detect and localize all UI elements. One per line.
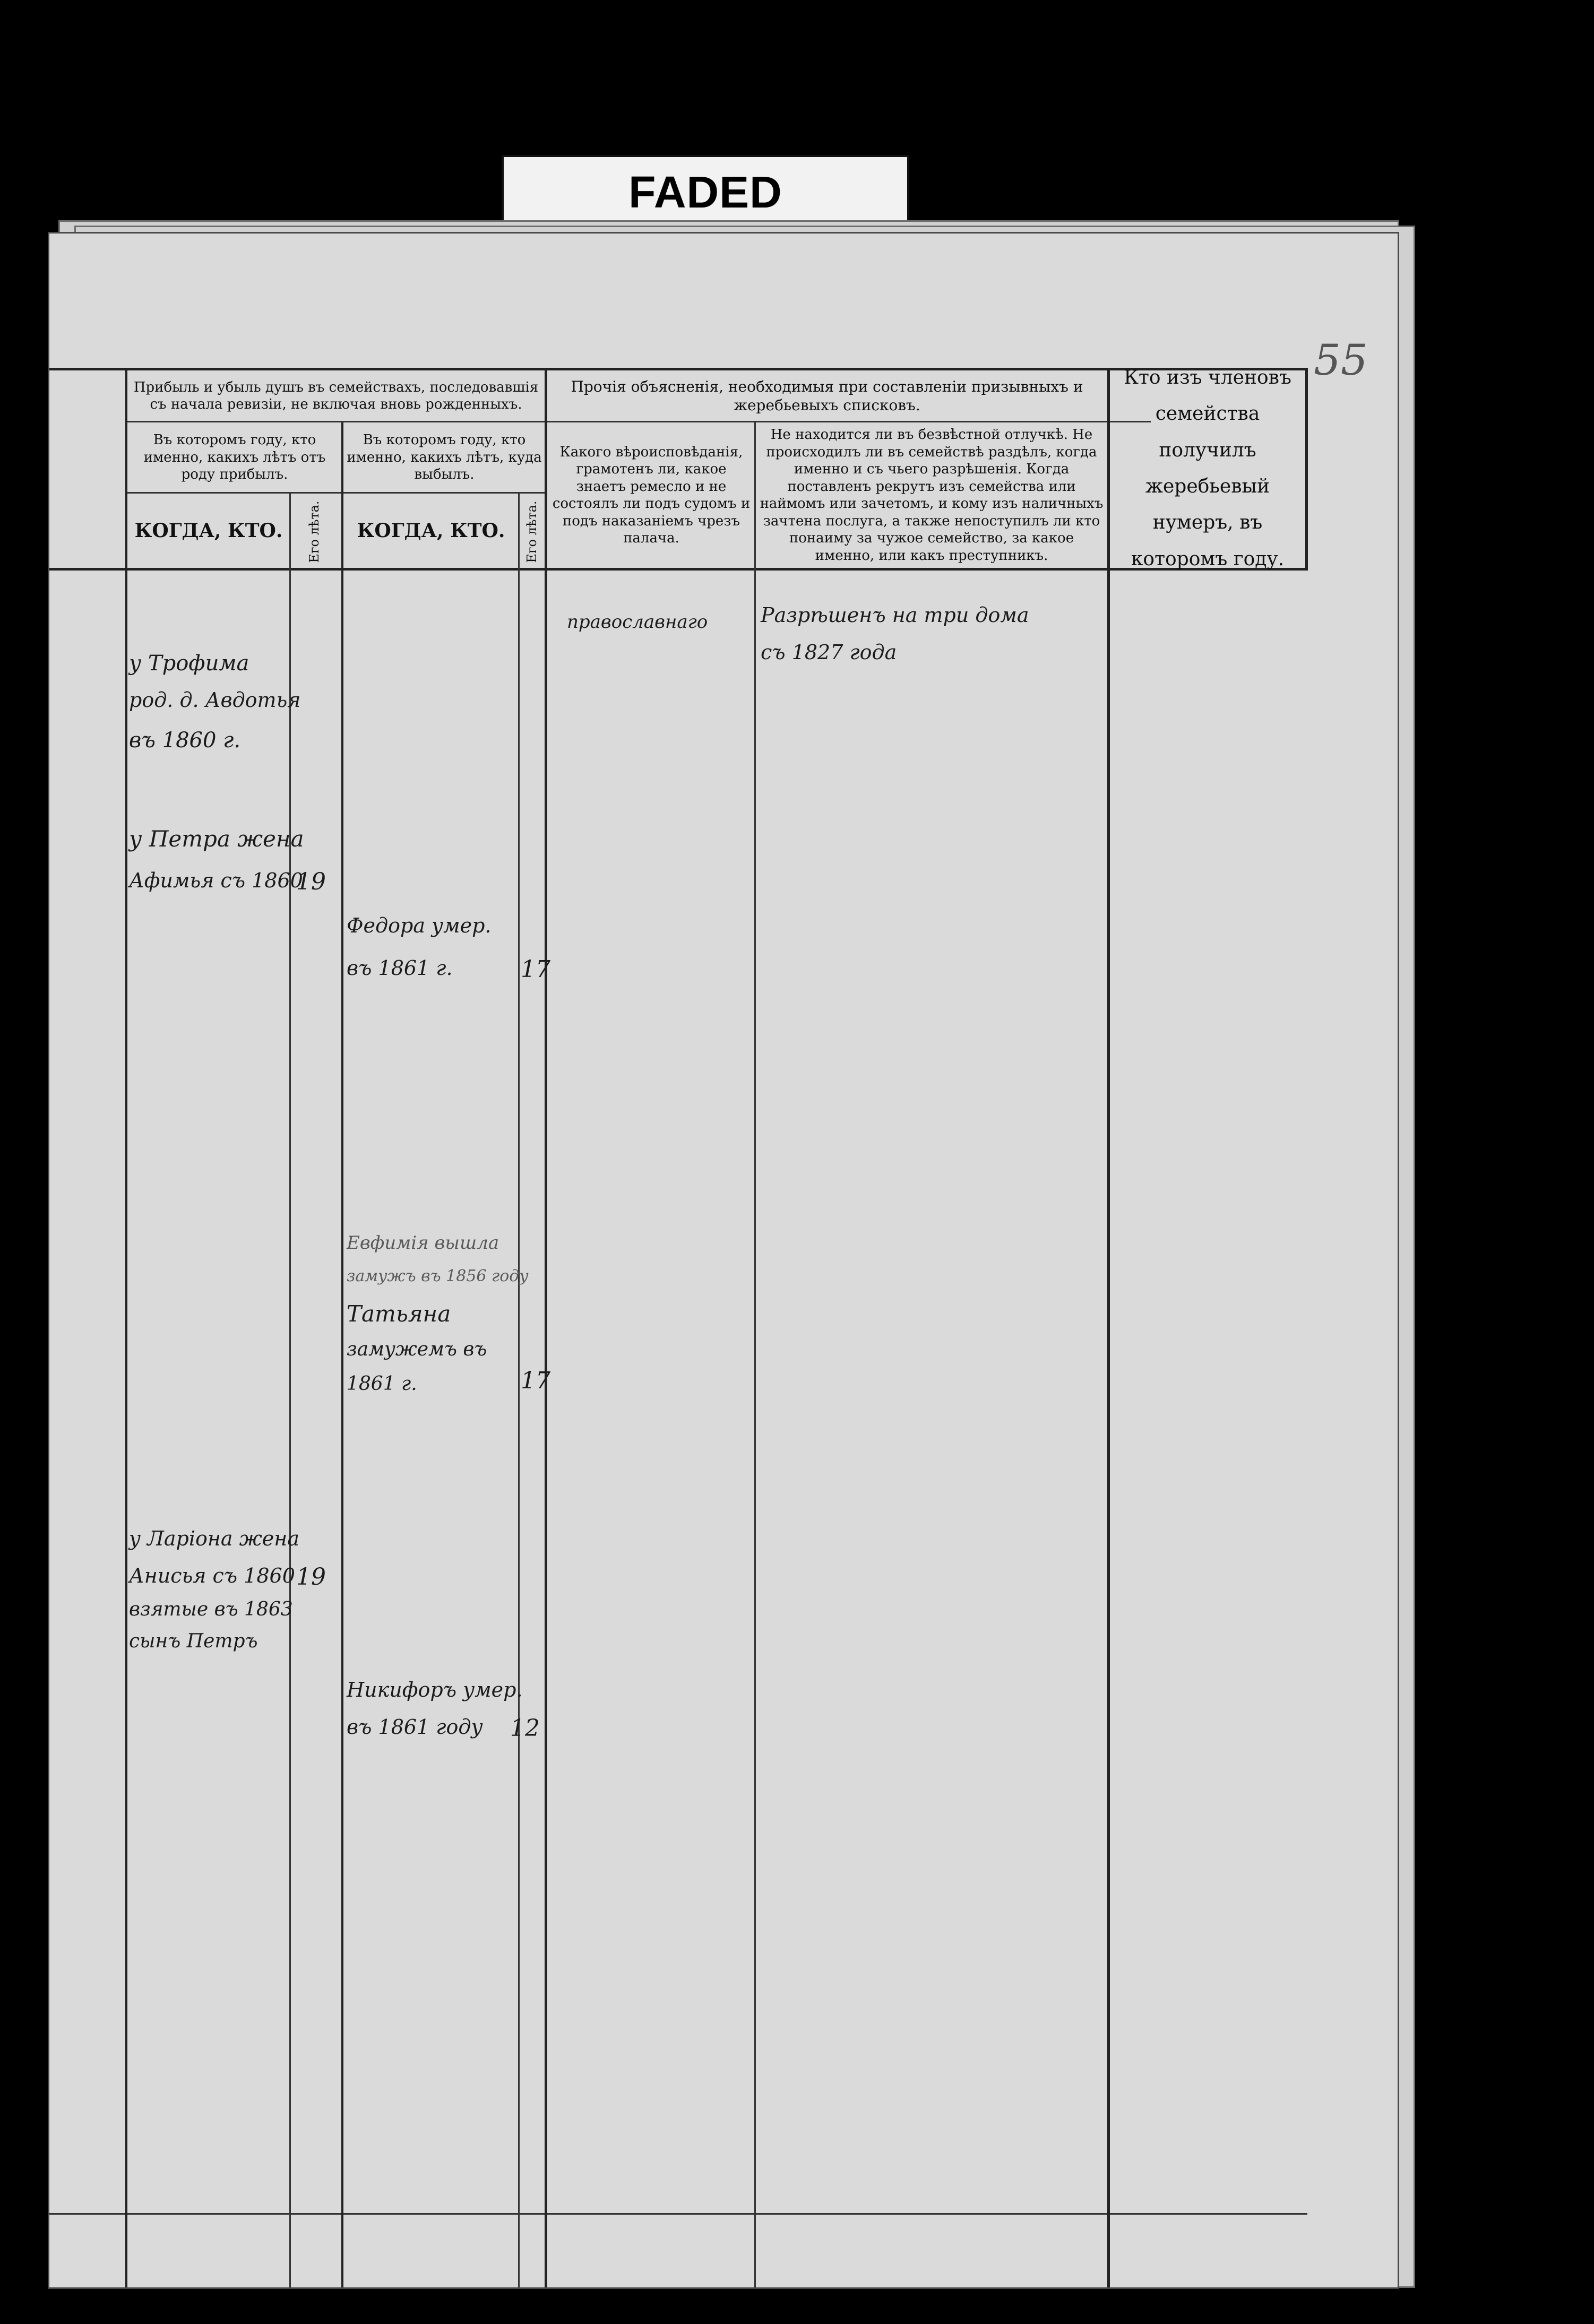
header-other-explanations-text: Прочія объясненія, необходимыя при составленіи призывныхъ и жеребьевыхъ списковъ.: [571, 378, 1083, 414]
header-lot-number-text: Кто изъ членовъ семейства получилъ жеребьевый нумеръ, въ которомъ году.: [1124, 366, 1291, 570]
entry-evfimia-line1: Евфимія вышла: [347, 1232, 499, 1254]
entry-tatiana-line2: замужемъ въ: [347, 1338, 487, 1360]
header-religion: [551, 426, 752, 565]
entry-petr-line2: Афимья съ 1860: [129, 869, 303, 892]
header-departed: [345, 425, 544, 490]
entry-trofim-line3: въ 1860 г.: [129, 728, 241, 753]
page-number: 55: [1314, 335, 1368, 385]
entry-nikifor-line1: Никифоръ умер.: [347, 1678, 523, 1701]
column-divider-7: [1107, 368, 1110, 2287]
table-bottom-border: [49, 2213, 1307, 2215]
header-gain-loss-title: [129, 373, 543, 419]
entry-larion-line4: сынъ Петръ: [129, 1630, 258, 1652]
entry-tatiana-line1: Татьяна: [347, 1301, 451, 1327]
entry-evfimia-line2: замужъ въ 1856 году: [347, 1267, 529, 1285]
header-when-who-2: [345, 499, 517, 563]
header-religion-text: Какого вѣроисповѣданія, грамотенъ ли, какое знаетъ ремесло и не состоялъ ли подъ судомъ и подъ наказаніемъ чрезъ палача.: [552, 444, 751, 546]
header-age-1: Его лѣта.: [307, 500, 322, 563]
entry-trofim-line1: у Трофима: [129, 651, 249, 676]
header-age-2: Его лѣта.: [524, 500, 539, 563]
entry-division-line1: Разрѣшенъ на три дома: [761, 603, 1029, 627]
subheader-divider: [126, 492, 546, 494]
entry-petr-age: 19: [296, 868, 326, 895]
entry-petr-line1: у Петра жена: [129, 826, 304, 852]
column-divider-5: [545, 368, 547, 2287]
entry-larion-line1: у Ларіона жена: [129, 1527, 299, 1550]
document-sheet: [48, 232, 1399, 2289]
entry-tatiana-age: 17: [521, 1367, 550, 1394]
entry-division-line2: съ 1827 года: [761, 641, 897, 664]
header-gain-loss-title-text: Прибыль и убыль душъ въ семействахъ, последовавшія съ начала ревизіи, не включая вновь рожденныхъ.: [133, 379, 539, 412]
header-absence: [759, 426, 1105, 565]
column-divider-4: [518, 492, 520, 2287]
header-departed-text: Въ которомъ году, кто именно, какихъ лѣтъ, куда выбылъ.: [347, 432, 542, 483]
entry-fedora-age: 17: [521, 956, 550, 983]
entry-nikifor-line2: въ 1861 году: [347, 1715, 483, 1739]
header-arrived-text: Въ которомъ году, кто именно, какихъ лѣтъ отъ роду прибылъ.: [143, 432, 326, 483]
column-divider-1: [125, 368, 127, 2287]
header-when-who-1-text: КОГДА, КТО.: [134, 519, 283, 542]
column-divider-3: [341, 422, 343, 2287]
header-arrived: [129, 425, 340, 490]
entry-fedora-line1: Федора умер.: [347, 914, 492, 937]
entry-larion-line3: взятые въ 1863: [129, 1599, 293, 1620]
group-title-divider: [126, 421, 1151, 422]
column-divider-2: [289, 492, 291, 2287]
entry-tatiana-line3: 1861 г.: [347, 1373, 417, 1395]
entry-larion-line2: Анисья съ 1860: [129, 1564, 295, 1587]
entry-religion-orthodox: православнаго: [567, 611, 708, 633]
entry-nikifor-age: 12: [510, 1715, 540, 1742]
column-divider-6: [754, 422, 756, 2287]
header-when-who-1: [129, 499, 288, 563]
header-other-explanations: [551, 373, 1103, 419]
entry-trofim-line2: род. д. Авдотья: [129, 688, 301, 712]
header-lot-number: [1113, 366, 1303, 570]
header-absence-text: Не находится ли въ безвѣстной отлучкѣ. Не происходилъ ли въ семействѣ раздѣлъ, когда именно и съ чьего разрѣшенія. Когда поставленъ рекрутъ изъ семейства или наймомъ или зачетомъ, и кому изъ наличныхъ зачтена послуга, а также непоступилъ ли кто понаиму за чужое семейство, за какое именно, или какъ преступникъ.: [760, 427, 1104, 564]
entry-fedora-line2: въ 1861 г.: [347, 956, 453, 980]
column-divider-8: [1305, 368, 1308, 571]
header-when-who-2-text: КОГДА, КТО.: [357, 519, 505, 542]
entry-larion-age: 19: [296, 1563, 326, 1591]
stamp-label: FADED: [628, 167, 782, 217]
